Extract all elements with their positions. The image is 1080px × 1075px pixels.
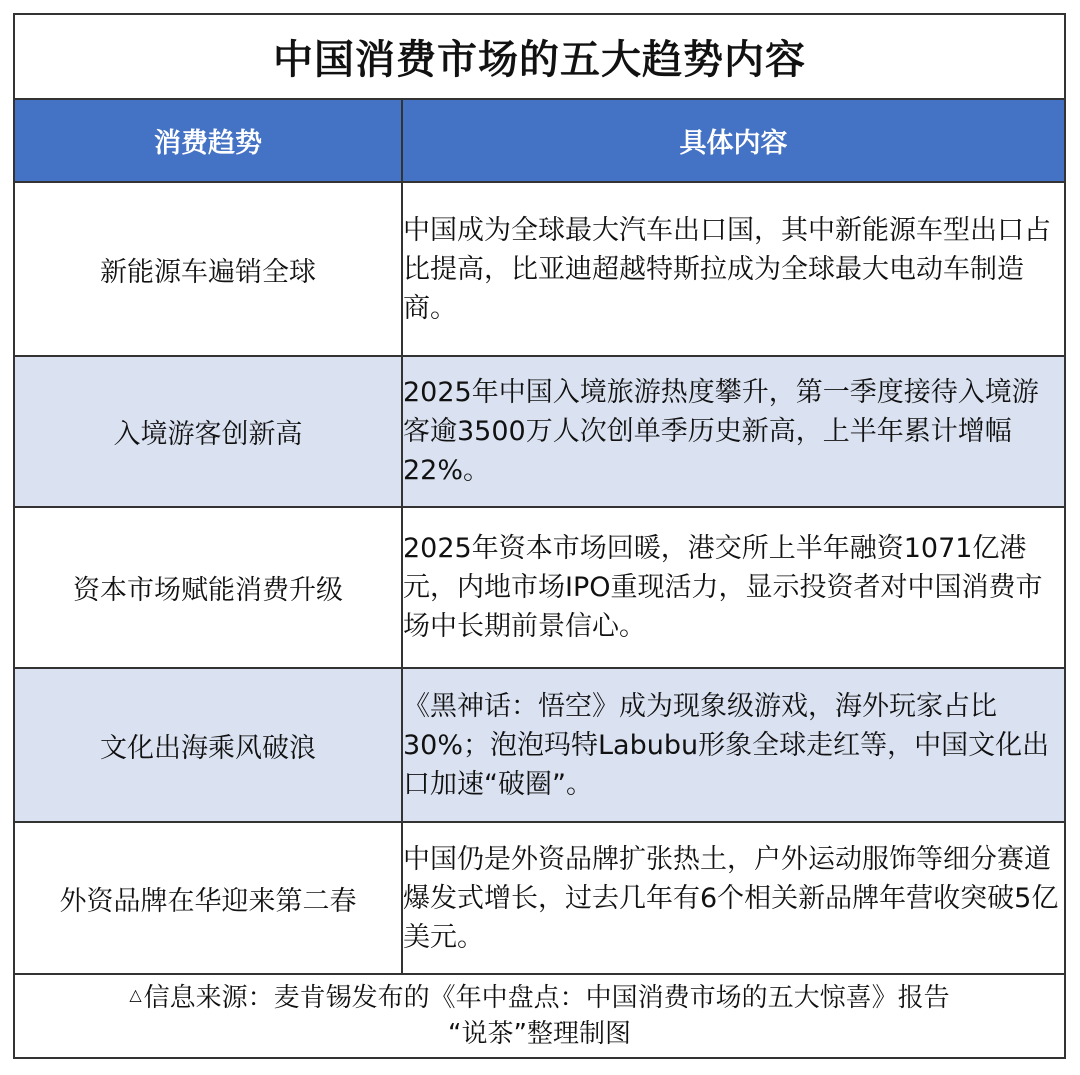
column-header-detail: 具体内容	[402, 100, 1064, 182]
detail-cell: 中国仍是外资品牌扩张热土，户外运动服饰等细分赛道爆发式增长，过去几年有6个相关新品牌年营收突破5亿美元。	[402, 822, 1064, 974]
trend-cell: 文化出海乘风破浪	[15, 668, 402, 822]
source-footer	[15, 971, 1064, 1057]
detail-cell: 中国成为全球最大汽车出口国，其中新能源车型出口占比提高，比亚迪超越特斯拉成为全球最大电动车制造商。	[402, 182, 1064, 356]
table-header-row	[15, 100, 1064, 182]
triangle-icon: △	[129, 984, 142, 1004]
table-row	[15, 507, 1064, 668]
trend-cell: 入境游客创新高	[15, 356, 402, 507]
detail-cell: 2025年资本市场回暖，港交所上半年融资1071亿港元，内地市场IPO重现活力，显示投资者对中国消费市场中长期前景信心。	[402, 507, 1064, 668]
trend-cell: 资本市场赋能消费升级	[15, 507, 402, 668]
page-title: 中国消费市场的五大趋势内容	[15, 15, 1064, 100]
trend-cell: 外资品牌在华迎来第二春	[15, 822, 402, 974]
infographic-frame	[13, 13, 1066, 1059]
table-row	[15, 822, 1064, 974]
table-row	[15, 182, 1064, 356]
source-text: 信息来源：麦肯锡发布的《年中盘点：中国消费市场的五大惊喜》报告	[143, 982, 950, 1013]
credit-text: “说茶”整理制图	[448, 1018, 631, 1049]
detail-cell: 《黑神话：悟空》成为现象级游戏，海外玩家占比30%；泡泡玛特Labubu形象全球走红等，中国文化出口加速“破圈”。	[402, 668, 1064, 822]
source-line	[129, 977, 949, 1016]
trends-table	[15, 100, 1064, 975]
table-row	[15, 668, 1064, 822]
detail-cell: 2025年中国入境旅游热度攀升，第一季度接待入境游客逾3500万人次创单季历史新高，上半年累计增幅22%。	[402, 356, 1064, 507]
table-row	[15, 356, 1064, 507]
column-header-trend: 消费趋势	[15, 100, 402, 182]
trend-cell: 新能源车遍销全球	[15, 182, 402, 356]
